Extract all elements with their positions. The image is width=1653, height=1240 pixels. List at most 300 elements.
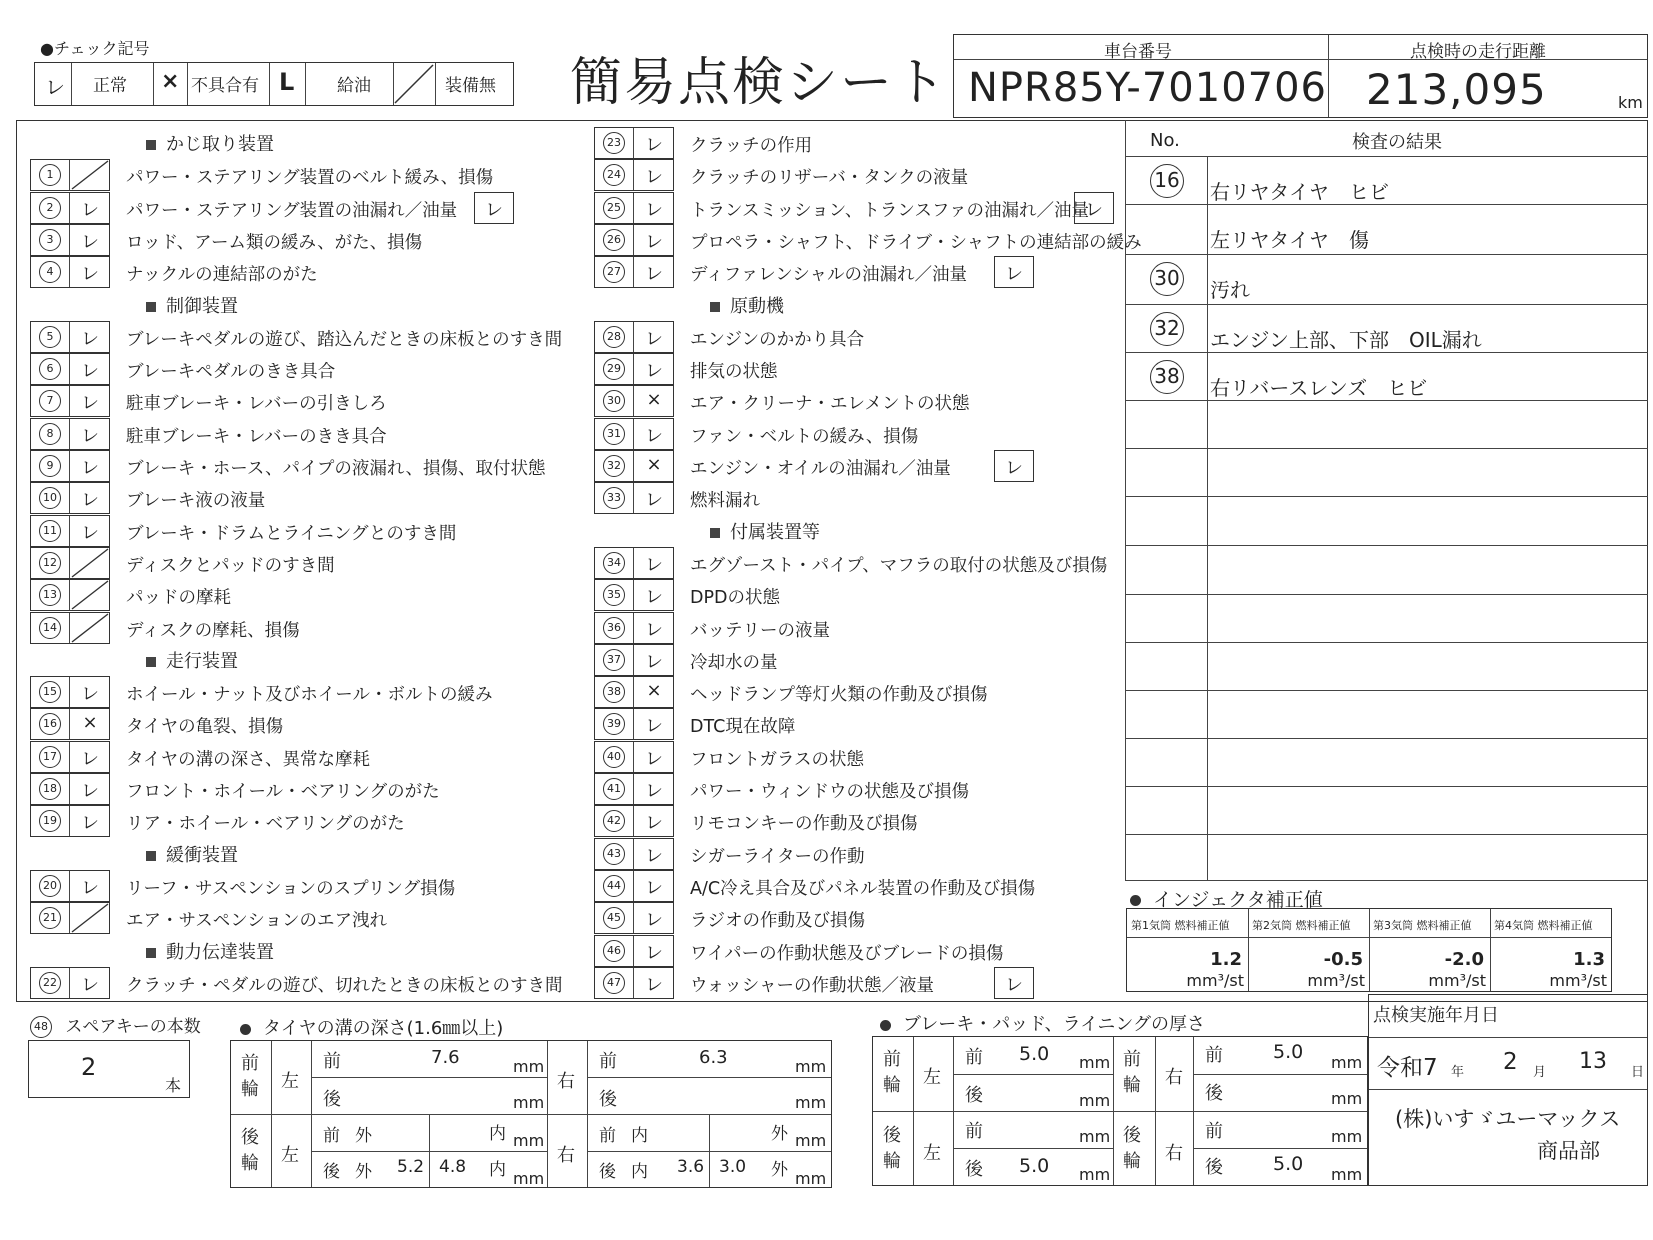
item-number: 38: [603, 681, 625, 703]
check-item-label: A/C冷え具合及びパネル装置の作動及び損傷: [690, 878, 1036, 899]
tire-rl-back-unit: mm: [513, 1169, 545, 1188]
check-mark: レ: [645, 425, 663, 447]
section-heading: 走行装置: [146, 647, 238, 673]
check-item-box: [594, 967, 674, 999]
injector-unit: mm³/st: [1428, 971, 1486, 990]
check-mark: レ: [81, 264, 99, 286]
check-item-label: パッドの摩耗: [126, 588, 231, 609]
check-mark: レ: [81, 522, 99, 544]
injector-table: [1126, 908, 1612, 992]
oil-level-mark: レ: [485, 199, 503, 221]
check-item-label: ブレーキペダルの遊び、踏込んだときの床板とのすき間: [126, 329, 563, 350]
brake-fr-back-unit: mm: [1331, 1089, 1363, 1108]
item-number: 19: [39, 810, 61, 832]
square-bullet-icon: [710, 528, 720, 538]
check-item-box: [30, 708, 110, 740]
check-item-label: エア・サスペンションのエア洩れ: [126, 911, 388, 932]
check-mark: レ: [81, 781, 99, 802]
item-number: 18: [39, 778, 61, 800]
check-mark: レ: [645, 231, 663, 253]
check-item-label: ディスクの摩耗、損傷: [126, 620, 300, 641]
brake-pad-table: [872, 1036, 1368, 1186]
tire-rl-back-inner-value: 4.8: [439, 1157, 467, 1177]
item-number: 20: [39, 875, 61, 897]
check-item-label: エンジン・オイルの油漏れ／油量: [690, 459, 951, 479]
check-item-label: ウォッシャーの作動状態／液量: [690, 975, 934, 996]
injector-cylinder-label: 第4気筒 燃料補正値: [1494, 919, 1593, 932]
check-item-box: [30, 321, 110, 353]
check-item-box: [594, 805, 674, 837]
inspection-date-box: [1368, 994, 1648, 1186]
check-mark: レ: [645, 328, 663, 350]
check-item-box: [594, 547, 674, 579]
brake-rr-back-value: 5.0: [1273, 1153, 1304, 1175]
check-mark: レ: [81, 490, 99, 512]
tire-fr-front-unit: mm: [795, 1057, 827, 1076]
check-mark: レ: [645, 167, 663, 189]
check-item-label: バッテリーの液量: [690, 620, 830, 641]
item-number: 39: [603, 713, 625, 735]
brake-rl-front-unit: mm: [1079, 1127, 1111, 1146]
legend-heading: ●チェック記号: [40, 39, 150, 58]
item-number: 23: [603, 132, 625, 154]
check-mark: レ: [645, 490, 663, 512]
item-number: 7: [39, 390, 61, 412]
mileage-label: 点検時の走行距離: [1410, 42, 1546, 62]
item-number: 14: [39, 617, 61, 639]
brake-fr-wheel-label: 前輪: [1123, 1049, 1141, 1096]
check-item-box: [594, 902, 674, 934]
item-number: 28: [603, 326, 625, 348]
item-number: 11: [39, 520, 61, 542]
check-mark: レ: [645, 845, 663, 867]
item-number: 15: [39, 681, 61, 703]
check-item-label: エンジンのかかり具合: [690, 329, 865, 350]
company-name: (株)いすゞユーマックス: [1395, 1107, 1621, 1131]
square-bullet-icon: [146, 851, 156, 861]
check-item-box: [594, 838, 674, 870]
spare-key-heading: 48 スペアキーの本数: [30, 1012, 201, 1038]
tire-rr-front-unit: mm: [795, 1131, 827, 1150]
injector-unit: mm³/st: [1186, 971, 1244, 990]
tire-tread-heading: タイヤの溝の深さ(1.6㎜以上): [240, 1014, 503, 1040]
legend-na-slash-icon: [393, 63, 435, 105]
check-item-label: ワイパーの作動状態及びブレードの損傷: [690, 943, 1004, 964]
check-mark: レ: [645, 781, 663, 802]
brake-fr-front-unit: mm: [1331, 1053, 1363, 1072]
check-mark: レ: [81, 393, 99, 415]
legend-defect-label: 不具合有: [191, 76, 259, 96]
brake-rl-left: 左: [923, 1143, 941, 1164]
tire-rr-front-inner: 内: [631, 1126, 648, 1146]
item-number: 3: [39, 229, 61, 251]
check-mark: レ: [81, 231, 99, 253]
results-no-header: No.: [1150, 130, 1180, 151]
injector-value: -2.0: [1444, 949, 1484, 970]
check-item-label: パワー・ウィンドウの状態及び損傷: [690, 782, 969, 802]
check-mark: レ: [81, 974, 99, 996]
tire-front-left-label: 左: [281, 1071, 299, 1092]
item-number: 9: [39, 455, 61, 477]
item-number: 26: [603, 229, 625, 251]
check-mark: レ: [645, 716, 663, 738]
check-item-box: [594, 159, 674, 191]
check-item-box: [30, 967, 110, 999]
item-number: 37: [603, 649, 625, 671]
item-number: 40: [603, 746, 625, 768]
item-number: 30: [603, 390, 625, 412]
check-item-box: [30, 773, 110, 805]
mileage-unit: km: [1618, 93, 1643, 112]
check-mark: レ: [81, 199, 99, 221]
inspection-day: 13: [1579, 1049, 1607, 1074]
item-number: 24: [603, 164, 625, 186]
check-item-label: ブレーキ液の液量: [126, 491, 266, 512]
chassis-label: 車台番号: [1104, 42, 1172, 62]
vehicle-info-box: [953, 34, 1648, 118]
check-item-label: ラジオの作動及び損傷: [690, 911, 865, 932]
check-mark: レ: [81, 877, 99, 899]
not-equipped-slash-icon: [70, 903, 110, 933]
check-item-box: [30, 482, 110, 514]
check-item-box: [594, 741, 674, 773]
tire-fr-back-unit: mm: [795, 1093, 827, 1112]
item-number: 16: [39, 713, 61, 735]
check-item-label: リア・ホイール・ベアリングのがた: [126, 814, 405, 835]
brake-rr-wheel-label: 後輪: [1123, 1125, 1141, 1172]
not-equipped-slash-icon: [70, 580, 110, 610]
legend-cross-symbol: ×: [161, 69, 180, 94]
check-item-box: [594, 482, 674, 514]
check-mark: ×: [646, 680, 662, 702]
spare-key-value: 2: [81, 1053, 97, 1081]
check-item-box: [30, 192, 110, 224]
square-bullet-icon: [710, 302, 720, 312]
brake-fl-front-unit: mm: [1079, 1053, 1111, 1072]
check-item-label: ナックルの連結部のがた: [126, 265, 318, 286]
mileage-value: 213,095: [1366, 65, 1547, 114]
section-heading: 制御装置: [146, 292, 238, 318]
item-number: 42: [603, 810, 625, 832]
check-mark: レ: [645, 554, 663, 576]
injector-value: 1.2: [1210, 949, 1242, 970]
check-item-label: DPDの状態: [690, 588, 781, 609]
tire-rl-front-outer: 外: [355, 1126, 372, 1146]
tire-rr-back-unit: mm: [795, 1169, 827, 1188]
brake-fl-back-unit: mm: [1079, 1091, 1111, 1110]
check-item-label: 排気の状態: [690, 362, 778, 383]
square-bullet-icon: [146, 948, 156, 958]
brake-fl-back-label: 後: [965, 1085, 983, 1106]
item-number: 8: [39, 423, 61, 445]
check-item-box: [594, 676, 674, 708]
result-item-number: 30: [1150, 262, 1184, 296]
check-mark: レ: [645, 651, 663, 673]
check-item-label: ディスクとパッドのすき間: [126, 555, 335, 576]
oil-level-mark: レ: [1005, 974, 1023, 996]
tire-fr-front-value: 6.3: [699, 1047, 728, 1068]
check-item-box: [594, 127, 674, 159]
tire-rl-back-outer: 外: [355, 1162, 372, 1182]
result-item-number: 32: [1150, 312, 1184, 346]
brake-fl-front-label: 前: [965, 1047, 983, 1068]
tire-fl-front-value: 7.6: [431, 1047, 460, 1068]
check-item-label: ロッド、アーム類の緩み、がた、損傷: [126, 232, 423, 253]
check-mark: レ: [81, 328, 99, 350]
chassis-number: NPR85Y-7010706: [968, 65, 1327, 111]
item-number: 31: [603, 423, 625, 445]
check-item-box: [594, 870, 674, 902]
check-item-label: パワー・ステアリング装置のベルト緩み、損傷: [126, 168, 494, 189]
check-mark: レ: [645, 264, 663, 286]
check-item-box: [30, 612, 110, 644]
result-text: エンジン上部、下部 OIL漏れ: [1210, 328, 1482, 352]
tire-rl-back-inner: 内: [489, 1160, 506, 1180]
brake-rl-back-unit: mm: [1079, 1165, 1111, 1184]
check-item-box: [594, 353, 674, 385]
check-mark: レ: [645, 361, 663, 383]
check-item-label: ブレーキペダルのきき具合: [126, 362, 336, 383]
square-bullet-icon: [146, 657, 156, 667]
bullet-icon: [240, 1024, 251, 1035]
tire-rear-left-label: 左: [281, 1145, 299, 1166]
tire-rl-front-inner: 内: [489, 1124, 506, 1144]
oil-level-mark: レ: [1005, 264, 1023, 286]
tire-fl-front-label: 前: [323, 1051, 341, 1072]
oil-level-check-box: [1074, 192, 1114, 224]
oil-level-mark: レ: [1005, 458, 1023, 479]
check-item-box: [594, 418, 674, 450]
item-number: 13: [39, 584, 61, 606]
check-item-label: クラッチのリザーバ・タンクの液量: [690, 168, 969, 189]
check-item-label: リーフ・サスペンションのスプリング損傷: [126, 878, 456, 899]
check-item-box: [30, 579, 110, 611]
brake-rr-back-unit: mm: [1331, 1165, 1363, 1184]
check-item-label: クラッチの作用: [690, 136, 813, 156]
brake-rl-front-label: 前: [965, 1121, 983, 1142]
check-item-box: [594, 708, 674, 740]
item-number: 27: [603, 261, 625, 283]
result-text: 汚れ: [1210, 278, 1250, 302]
result-text: 左リヤタイヤ 傷: [1210, 228, 1369, 252]
item-number: 34: [603, 552, 625, 574]
section-heading: 緩衝装置: [146, 841, 238, 867]
tire-rl-back-label: 後: [323, 1162, 340, 1182]
check-mark: レ: [81, 361, 99, 383]
legend-check-symbol: レ: [45, 75, 65, 99]
check-mark: ×: [646, 454, 662, 475]
not-equipped-slash-icon: [70, 160, 110, 190]
check-item-box: [30, 741, 110, 773]
injector-unit: mm³/st: [1307, 971, 1365, 990]
check-item-box: [594, 450, 674, 482]
legend-box: [34, 62, 514, 106]
brake-rl-back-label: 後: [965, 1159, 983, 1180]
brake-fr-back-label: 後: [1205, 1083, 1223, 1104]
not-equipped-slash-icon: [70, 548, 110, 578]
check-item-label: クラッチ・ペダルの遊び、切れたときの床板とのすき間: [126, 975, 563, 996]
brake-fr-right: 右: [1165, 1067, 1183, 1088]
check-mark: レ: [645, 877, 663, 899]
section-heading: 原動機: [710, 292, 784, 318]
check-item-box: [30, 256, 110, 288]
item-number: 6: [39, 358, 61, 380]
injector-heading: インジェクタ補正値: [1130, 885, 1323, 912]
item-number: 4: [39, 261, 61, 283]
inspection-year-unit: 年: [1451, 1065, 1465, 1080]
check-mark: レ: [645, 135, 663, 156]
check-item-box: [594, 256, 674, 288]
brake-fl-wheel-label: 前輪: [883, 1049, 901, 1096]
oil-level-check-box: [994, 256, 1034, 288]
injector-value: -0.5: [1323, 949, 1363, 970]
check-item-box: [594, 773, 674, 805]
check-mark: レ: [645, 199, 663, 221]
brake-fl-front-value: 5.0: [1019, 1043, 1050, 1065]
check-mark: ×: [82, 712, 98, 734]
brake-rr-back-label: 後: [1205, 1157, 1223, 1178]
check-item-box: [594, 644, 674, 676]
check-item-label: フロントガラスの状態: [690, 749, 864, 770]
item-number: 12: [39, 552, 61, 574]
brake-pad-heading: ブレーキ・パッド、ライニングの厚さ: [880, 1010, 1205, 1036]
tire-fr-back-label: 後: [599, 1089, 617, 1110]
section-heading: かじ取り装置: [146, 130, 274, 156]
check-item-box: [30, 515, 110, 547]
bullet-icon: [1130, 895, 1141, 906]
injector-cylinder-label: 第2気筒 燃料補正値: [1252, 919, 1351, 932]
department-name: 商品部: [1537, 1139, 1600, 1163]
injector-unit: mm³/st: [1549, 971, 1607, 990]
item-number: 44: [603, 875, 625, 897]
check-item-label: フロント・ホイール・ベアリングのがた: [126, 782, 440, 802]
check-item-label: ブレーキ・ドラムとライニングとのすき間: [126, 523, 457, 544]
inspection-date-label: 点検実施年月日: [1373, 1005, 1499, 1026]
check-mark: レ: [81, 684, 99, 706]
tire-fl-front-unit: mm: [513, 1057, 545, 1076]
brake-fr-front-label: 前: [1205, 1045, 1223, 1066]
check-item-label: ディファレンシャルの油漏れ／油量: [690, 265, 968, 286]
check-mark: レ: [645, 942, 663, 964]
item-number: 5: [39, 326, 61, 348]
item-number: 46: [603, 940, 625, 962]
item-number: 25: [603, 197, 625, 219]
brake-fr-front-value: 5.0: [1273, 1041, 1304, 1063]
check-item-label: ブレーキ・ホース、パイプの液漏れ、損傷、取付状態: [126, 459, 546, 479]
check-mark: レ: [645, 974, 663, 996]
tire-front-wheel-label: 前輪: [241, 1053, 259, 1100]
item-number: 22: [39, 972, 61, 994]
check-item-box: [30, 870, 110, 902]
tire-rear-wheel-label: 後輪: [241, 1127, 259, 1174]
check-item-label: DTC現在故障: [690, 717, 796, 738]
legend-oil-symbol: L: [279, 68, 295, 96]
page-title: 簡易点検シート: [570, 53, 949, 113]
result-item-number: 38: [1150, 360, 1184, 394]
check-item-label: シガーライターの作動: [690, 846, 865, 867]
check-item-label: プロペラ・シャフト、ドライブ・シャフトの連結部の緩み: [690, 232, 1142, 253]
tire-fr-front-label: 前: [599, 1051, 617, 1072]
item-number: 43: [603, 843, 625, 865]
check-item-box: [30, 224, 110, 256]
injector-value: 1.3: [1573, 949, 1605, 970]
spare-key-number: 48: [30, 1016, 52, 1038]
item-number: 41: [603, 778, 625, 800]
check-item-label: リモコンキーの作動及び損傷: [690, 814, 918, 835]
brake-rr-front-label: 前: [1205, 1121, 1223, 1142]
tire-rr-front-outer: 外: [771, 1124, 788, 1144]
section-heading: 動力伝達装置: [146, 938, 274, 964]
check-mark: レ: [81, 425, 99, 447]
check-item-box: [594, 612, 674, 644]
check-item-label: エグゾースト・パイプ、マフラの取付の状態及び損傷: [690, 555, 1108, 576]
inspection-era: 令和7: [1377, 1055, 1438, 1081]
check-item-box: [594, 935, 674, 967]
check-item-label: ホイール・ナット及びホイール・ボルトの緩み: [126, 685, 493, 706]
injector-cylinder-label: 第3気筒 燃料補正値: [1373, 919, 1472, 932]
check-item-box: [30, 547, 110, 579]
check-mark: レ: [645, 813, 663, 835]
tire-rr-back-label: 後: [599, 1162, 616, 1182]
oil-level-check-box: [994, 967, 1034, 999]
item-number: 10: [39, 487, 61, 509]
check-mark: ×: [646, 389, 662, 411]
tire-rr-back-outer-value: 3.0: [719, 1157, 747, 1177]
check-item-box: [30, 676, 110, 708]
brake-rl-back-value: 5.0: [1019, 1155, 1050, 1177]
inspection-month-unit: 月: [1533, 1065, 1547, 1080]
check-mark: レ: [81, 748, 99, 770]
tire-rl-front-label: 前: [323, 1126, 340, 1146]
check-item-label: ヘッドランプ等灯火類の作動及び損傷: [690, 685, 988, 706]
bullet-icon: [880, 1020, 891, 1031]
item-number: 2: [39, 197, 61, 219]
tire-rr-back-inner-value: 3.6: [677, 1157, 705, 1177]
check-mark: レ: [645, 587, 663, 609]
square-bullet-icon: [146, 302, 156, 312]
tire-rear-right-label: 右: [557, 1145, 575, 1166]
item-number: 29: [603, 358, 625, 380]
item-number: 17: [39, 746, 61, 768]
result-text: 右リバースレンズ ヒビ: [1210, 376, 1428, 400]
brake-rr-front-unit: mm: [1331, 1127, 1363, 1146]
check-item-label: タイヤの溝の深さ、異常な摩耗: [126, 749, 370, 770]
tire-rr-back-inner: 内: [631, 1162, 648, 1182]
tire-tread-table: [230, 1040, 832, 1188]
check-item-box: [594, 224, 674, 256]
check-item-box: [30, 805, 110, 837]
check-item-box: [594, 192, 674, 224]
results-result-header: 検査の結果: [1352, 132, 1442, 153]
brake-rr-right: 右: [1165, 1143, 1183, 1164]
check-mark: レ: [645, 748, 663, 770]
legend-normal-label: 正常: [93, 76, 127, 96]
oil-level-check-box: [474, 192, 514, 224]
check-item-label: エア・クリーナ・エレメントの状態: [690, 394, 970, 415]
item-number: 1: [39, 164, 61, 186]
check-mark: レ: [81, 813, 99, 835]
item-number: 36: [603, 617, 625, 639]
tire-fl-back-label: 後: [323, 1089, 341, 1110]
item-number: 45: [603, 907, 625, 929]
inspection-day-unit: 日: [1631, 1065, 1645, 1080]
check-item-label: 燃料漏れ: [690, 491, 760, 512]
tire-fl-back-unit: mm: [513, 1093, 545, 1112]
injector-cylinder-label: 第1気筒 燃料補正値: [1131, 919, 1230, 932]
check-item-box: [30, 159, 110, 191]
item-number: 35: [603, 584, 625, 606]
inspection-month: 2: [1503, 1049, 1518, 1075]
